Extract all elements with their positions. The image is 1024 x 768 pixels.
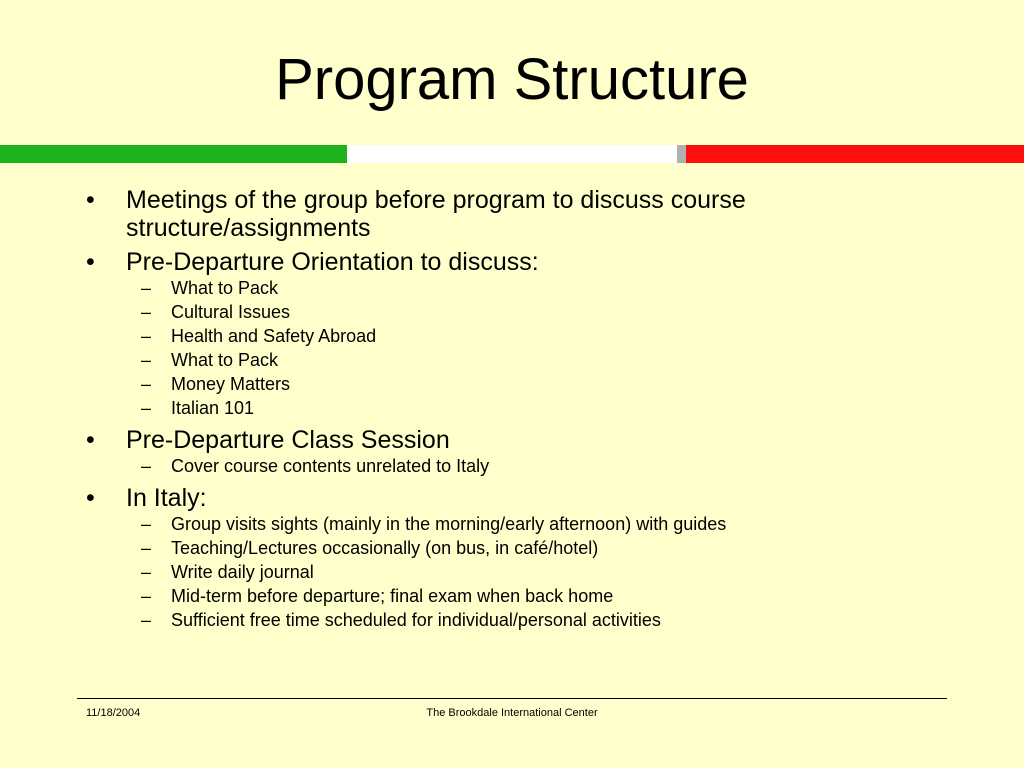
dash-icon: – xyxy=(141,586,152,606)
dash-icon: – xyxy=(141,326,152,346)
sub-item-text: Group visits sights (mainly in the morning/early afternoon) with guides xyxy=(171,514,727,534)
sub-item-text: Mid-term before departure; final exam when back home xyxy=(171,586,614,606)
sub-item-text: Money Matters xyxy=(171,374,291,394)
footer-date: 11/18/2004 xyxy=(86,707,141,719)
dash-icon: – xyxy=(141,302,152,322)
dash-icon: – xyxy=(141,610,152,630)
sub-item-text: What to Pack xyxy=(171,350,279,370)
bullet-icon: • xyxy=(86,186,95,214)
footer-organization: The Brookdale International Center xyxy=(426,707,598,719)
bullet-item xyxy=(0,186,1024,242)
sub-item xyxy=(0,348,1024,372)
bullet-text: In Italy: xyxy=(126,484,207,512)
dash-icon: – xyxy=(141,374,152,394)
dash-icon: – xyxy=(141,456,152,476)
bullet-list xyxy=(0,180,1024,632)
bullet-item xyxy=(0,426,1024,454)
sub-item xyxy=(0,608,1024,632)
italian-flag-bar xyxy=(0,145,1024,163)
dash-icon: – xyxy=(141,562,152,582)
flag-red-segment xyxy=(686,145,1024,163)
bullet-icon: • xyxy=(86,426,95,454)
sub-item-text: Italian 101 xyxy=(171,398,255,418)
sub-item-text: Cover course contents unrelated to Italy xyxy=(171,456,490,476)
flag-gray-divider xyxy=(677,145,686,163)
sub-item-text: Health and Safety Abroad xyxy=(171,326,377,346)
sub-item-text: Teaching/Lectures occasionally (on bus, in café/hotel) xyxy=(171,538,599,558)
bullet-item xyxy=(0,248,1024,276)
sub-item-text: Cultural Issues xyxy=(171,302,291,322)
bullet-item xyxy=(0,484,1024,512)
sub-item xyxy=(0,512,1024,536)
sub-item xyxy=(0,454,1024,478)
flag-white-segment xyxy=(347,145,677,163)
bullet-text: Pre-Departure Class Session xyxy=(126,426,450,454)
sub-item xyxy=(0,372,1024,396)
bullet-text: Meetings of the group before program to discuss course structure/assignments xyxy=(126,186,746,242)
sub-item-text: What to Pack xyxy=(171,278,279,298)
footer-divider xyxy=(77,698,947,699)
sub-item xyxy=(0,584,1024,608)
sub-item-text: Sufficient free time scheduled for individual/personal activities xyxy=(171,610,661,630)
flag-green-segment xyxy=(0,145,347,163)
bullet-icon: • xyxy=(86,484,95,512)
sub-item xyxy=(0,276,1024,300)
dash-icon: – xyxy=(141,398,152,418)
bullet-text: Pre-Departure Orientation to discuss: xyxy=(126,248,539,276)
sub-item xyxy=(0,300,1024,324)
dash-icon: – xyxy=(141,538,152,558)
sub-item xyxy=(0,560,1024,584)
dash-icon: – xyxy=(141,514,152,534)
sub-item-text: Write daily journal xyxy=(171,562,314,582)
sub-item xyxy=(0,396,1024,420)
dash-icon: – xyxy=(141,278,152,298)
dash-icon: – xyxy=(141,350,152,370)
sub-item xyxy=(0,324,1024,348)
bullet-icon: • xyxy=(86,248,95,276)
slide-title: Program Structure xyxy=(275,47,749,112)
sub-item xyxy=(0,536,1024,560)
